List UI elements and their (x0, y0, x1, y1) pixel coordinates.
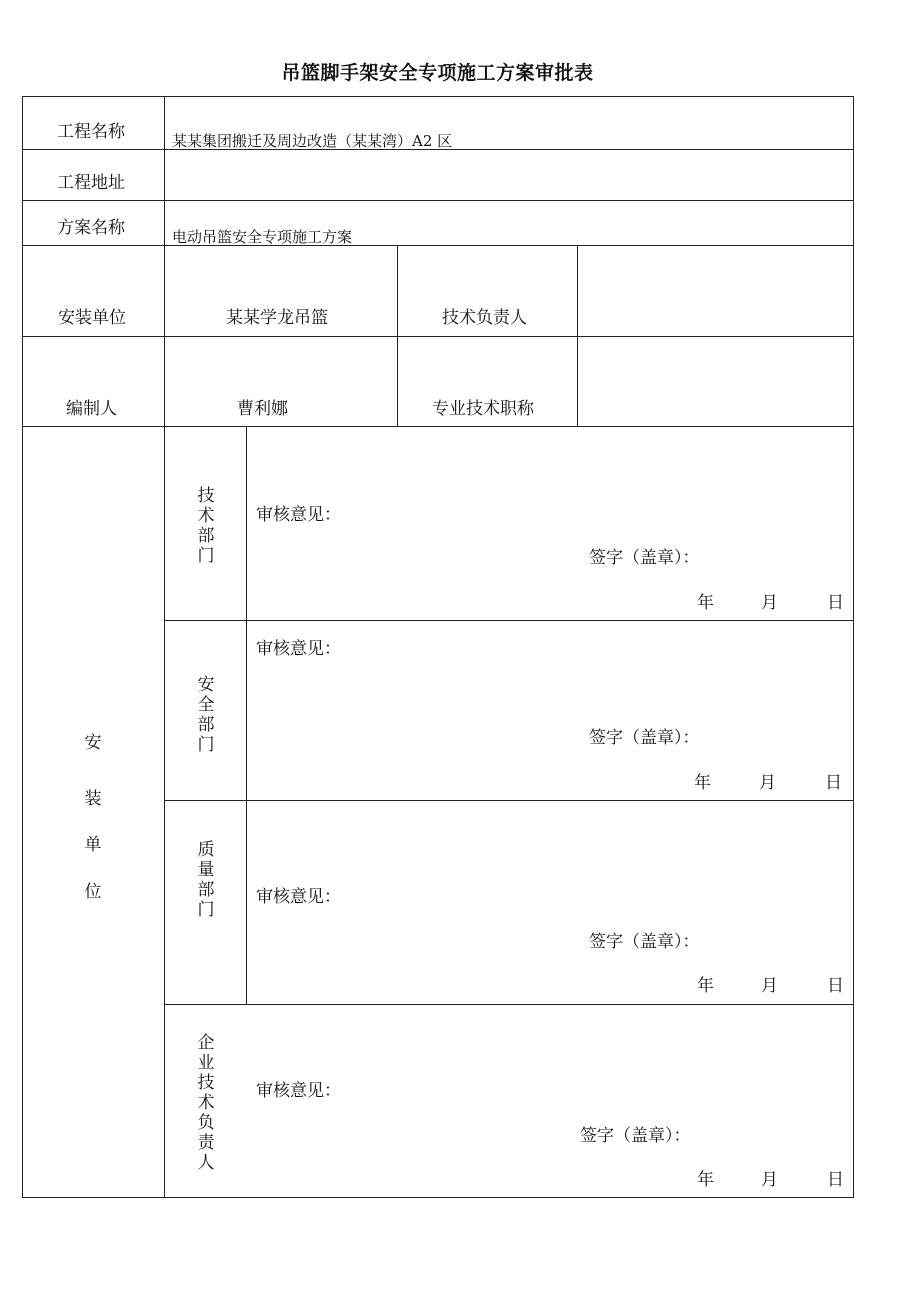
dept-char: 术 (197, 506, 215, 526)
professional-title-label: 专业技术职称 (432, 399, 534, 419)
side-char: 安 (84, 733, 102, 753)
date-year: 年 (697, 593, 714, 613)
row-divider (22, 245, 854, 246)
project-name-label: 工程名称 (57, 122, 125, 142)
dept-char: 负 (197, 1113, 215, 1133)
review-opinion-label: 审核意见： (256, 639, 341, 659)
compiler-label: 编制人 (66, 399, 117, 419)
row-divider (22, 426, 854, 427)
date-day: 日 (827, 1170, 844, 1190)
dept-char: 术 (197, 1093, 215, 1113)
col-divider (246, 426, 247, 1004)
dept-char: 业 (197, 1053, 215, 1073)
dept-label-tech (196, 486, 216, 566)
install-unit-value: 某某学龙吊篮 (226, 308, 328, 328)
row-divider (22, 200, 854, 201)
dept-label-enterprise-tech-lead (196, 1033, 216, 1173)
dept-divider (164, 1004, 854, 1005)
review-opinion-label: 审核意见： (256, 1081, 341, 1101)
row-divider (22, 336, 854, 337)
dept-label-quality (196, 840, 216, 920)
col-divider (397, 245, 398, 427)
signature-label: 签字（盖章）： (589, 932, 700, 952)
page-title: 吊篮脚手架安全专项施工方案审批表 (281, 62, 594, 84)
compiler-value: 曹利娜 (237, 399, 288, 419)
dept-char: 全 (197, 695, 215, 715)
date-month: 月 (761, 1170, 778, 1190)
date-year: 年 (697, 976, 714, 996)
dept-char: 量 (197, 860, 215, 880)
dept-char: 技 (197, 1073, 215, 1093)
project-address-label: 工程地址 (57, 173, 125, 193)
date-year: 年 (697, 1170, 714, 1190)
date-month: 月 (761, 593, 778, 613)
dept-divider (164, 620, 854, 621)
signature-label: 签字（盖章）： (589, 728, 700, 748)
dept-char: 责 (197, 1133, 215, 1153)
plan-name-label: 方案名称 (57, 218, 125, 238)
side-char: 装 (84, 789, 102, 809)
table-border-left (22, 96, 23, 1198)
side-char: 单 (84, 835, 102, 855)
project-name-value: 某某集团搬迁及周边改造（某某湾）A2 区 (172, 132, 453, 150)
review-opinion-label: 审核意见： (256, 505, 341, 525)
date-day: 日 (827, 976, 844, 996)
table-border-top (22, 96, 854, 97)
tech-lead-label: 技术负责人 (442, 308, 527, 328)
dept-char: 部 (197, 526, 215, 546)
table-border-bottom (22, 1197, 854, 1198)
date-month: 月 (759, 773, 776, 793)
dept-char: 部 (197, 715, 215, 735)
signature-label: 签字（盖章）： (580, 1126, 691, 1146)
dept-char: 企 (197, 1033, 215, 1053)
dept-divider (164, 800, 854, 801)
signature-label: 签字（盖章）： (589, 548, 700, 568)
dept-char: 质 (197, 840, 215, 860)
table-border-right (853, 96, 854, 1198)
install-unit-label: 安装单位 (58, 308, 126, 328)
date-month: 月 (761, 976, 778, 996)
date-year: 年 (694, 773, 711, 793)
dept-char: 门 (197, 900, 215, 920)
col-divider (164, 96, 165, 1198)
dept-char: 部 (197, 880, 215, 900)
date-day: 日 (825, 773, 842, 793)
date-day: 日 (827, 593, 844, 613)
dept-char: 安 (197, 675, 215, 695)
side-char: 位 (84, 882, 102, 902)
col-divider (577, 245, 578, 427)
dept-char: 人 (197, 1153, 215, 1173)
dept-char: 技 (197, 486, 215, 506)
dept-label-safety (196, 675, 216, 755)
dept-char: 门 (197, 735, 215, 755)
review-opinion-label: 审核意见： (256, 887, 341, 907)
dept-char: 门 (197, 546, 215, 566)
plan-name-value: 电动吊篮安全专项施工方案 (172, 228, 353, 246)
